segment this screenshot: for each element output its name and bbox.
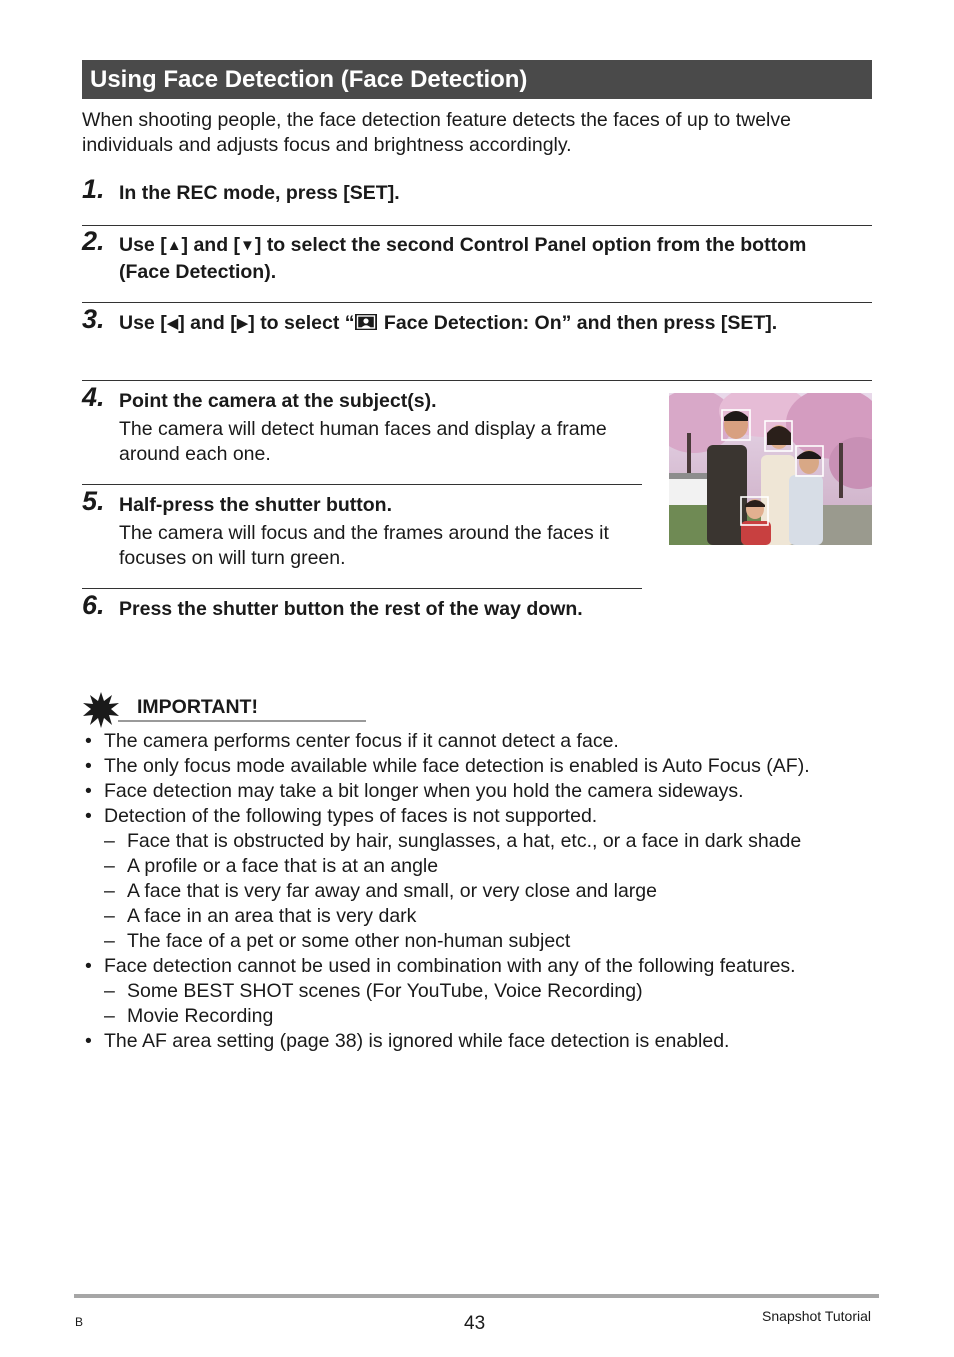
- list-item: • The AF area setting (page 38) is ignored while face detection is enabled.: [85, 1030, 730, 1052]
- step-title: Press the shutter button the rest of the way down.: [119, 598, 583, 620]
- divider: [82, 302, 872, 303]
- sub-list-item: – The face of a pet or some other non-human subject: [104, 930, 571, 952]
- intro-paragraph: When shooting people, the face detection feature detects the faces of up to twelve individuals and adjusts focus and brightness accordingly.: [82, 109, 791, 156]
- step-title: Half-press the shutter button.: [119, 494, 393, 516]
- sub-list-item: – A face in an area that is very dark: [104, 905, 417, 927]
- up-arrow-icon: ▲: [166, 237, 182, 254]
- list-item: • Face detection cannot be used in combination with any of the following features.: [85, 955, 796, 977]
- section-title: Using Face Detection (Face Detection): [82, 60, 872, 99]
- left-arrow-icon: ◀: [166, 315, 179, 332]
- step-number: 2.: [82, 226, 105, 256]
- list-item: • The only focus mode available while face detection is enabled is Auto Focus (AF).: [85, 755, 810, 777]
- step-title: Use [◀] and [▶] to select “ Face Detection: On” and then press [SET].: [119, 310, 859, 337]
- step-number: 1.: [82, 174, 105, 204]
- list-item: • Detection of the following types of faces is not supported.: [85, 805, 598, 827]
- sub-list-item: – Face that is obstructed by hair, sunglasses, a hat, etc., or a face in dark shade: [104, 830, 802, 852]
- step-number: 3.: [82, 304, 105, 334]
- sub-list-item: – Some BEST SHOT scenes (For YouTube, Voice Recording): [104, 980, 643, 1002]
- face-detection-icon: [354, 312, 378, 330]
- right-arrow-icon: ▶: [236, 315, 249, 332]
- footer-section-name: Snapshot Tutorial: [762, 1308, 871, 1324]
- sub-list-item: – A profile or a face that is at an angle: [104, 855, 439, 877]
- step-title: In the REC mode, press [SET].: [119, 182, 400, 204]
- step-number: 6.: [82, 590, 105, 620]
- important-label: IMPORTANT!: [137, 696, 258, 718]
- footer-language-code: B: [75, 1315, 84, 1329]
- step-number: 4.: [82, 382, 105, 412]
- important-header: [82, 690, 292, 726]
- important-notes: [82, 729, 882, 1054]
- face-detection-example-photo: [669, 393, 872, 545]
- step-description: The camera will detect human faces and display a frame around each one.: [119, 418, 607, 465]
- step-description: The camera will focus and the frames around the faces it focuses on will turn green.: [119, 522, 609, 569]
- sub-list-item: – A face that is very far away and small, or very close and large: [104, 880, 657, 902]
- step-number: 5.: [82, 486, 105, 516]
- step-title: Use [▲] and [▼] to select the second Control Panel option from the bottom (Face Detection).: [119, 234, 807, 283]
- down-arrow-icon: ▼: [240, 237, 255, 254]
- important-underline: [118, 720, 366, 722]
- important-burst-icon: [82, 692, 120, 728]
- list-item: • Face detection may take a bit longer when you hold the camera sideways.: [85, 780, 744, 802]
- sub-list-item: – Movie Recording: [104, 1005, 274, 1027]
- divider: [82, 380, 872, 381]
- divider: [82, 588, 642, 589]
- divider: [82, 484, 642, 485]
- divider: [82, 225, 872, 226]
- step-title: Point the camera at the subject(s).: [119, 390, 437, 412]
- page-number: 43: [464, 1313, 486, 1334]
- footer-divider: [74, 1294, 879, 1298]
- list-item: • The camera performs center focus if it cannot detect a face.: [85, 730, 619, 752]
